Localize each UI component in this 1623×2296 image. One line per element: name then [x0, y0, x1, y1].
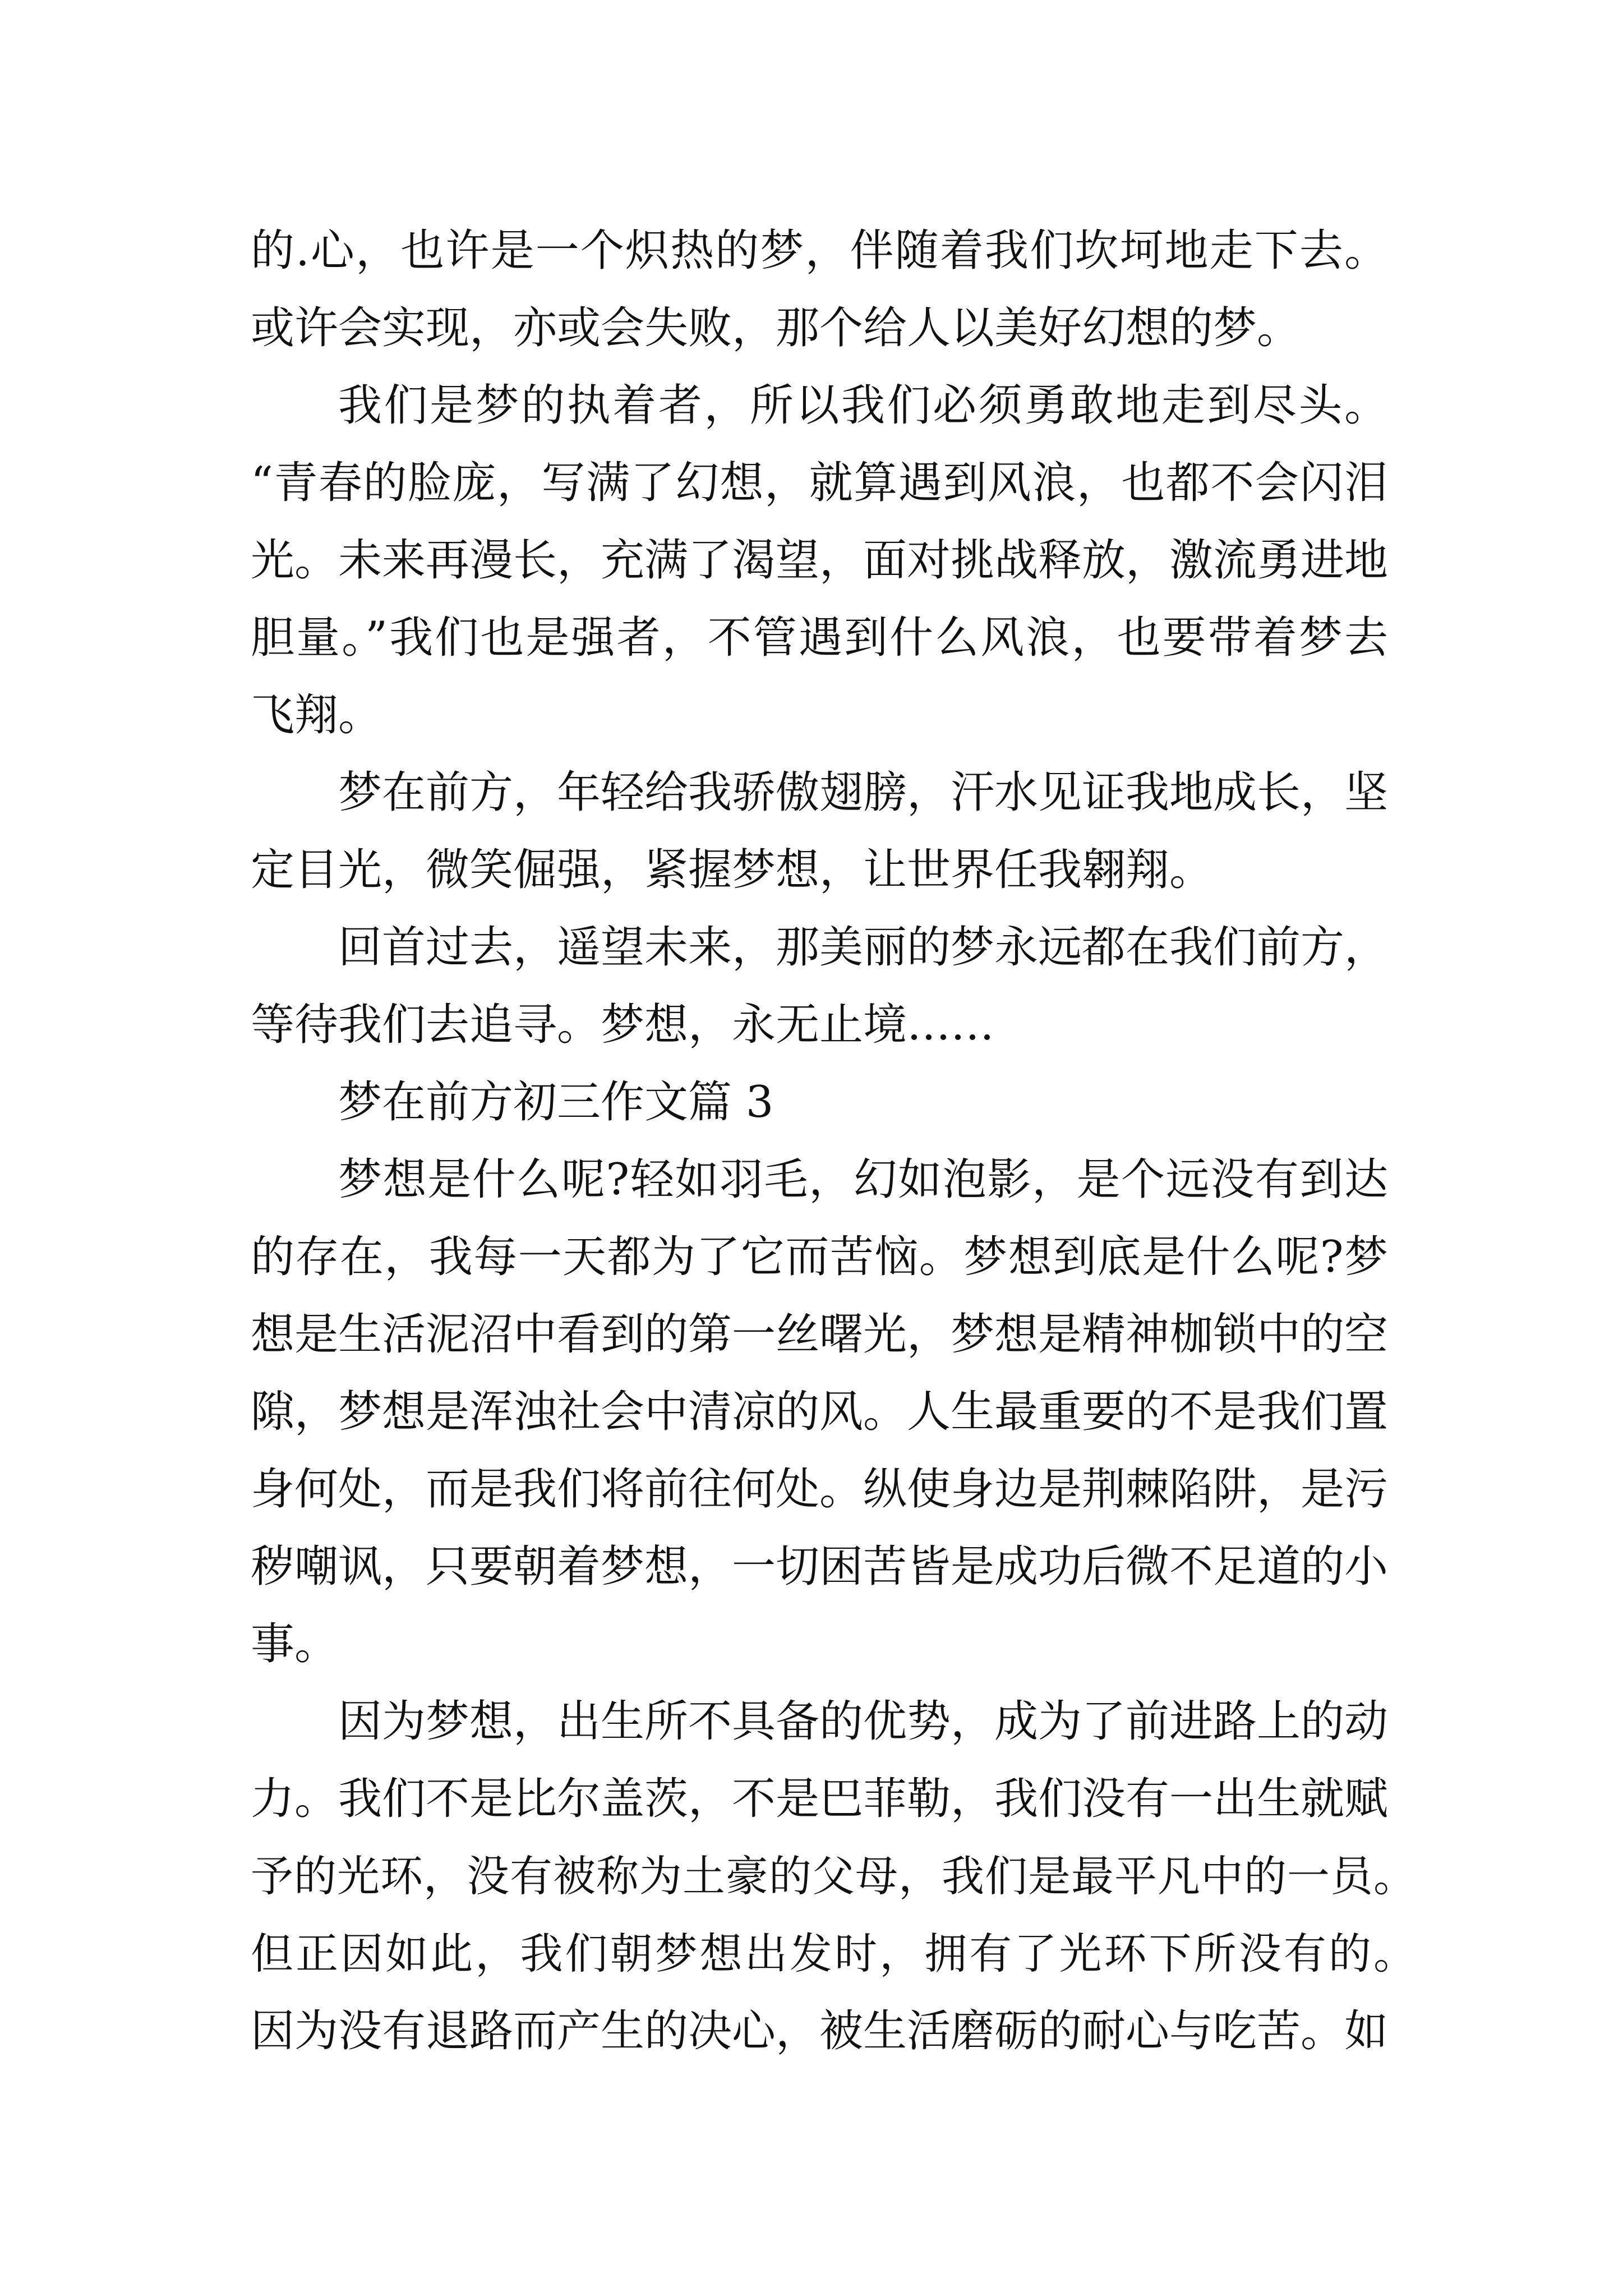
paragraph-line: “青春的脸庞，写满了幻想，就算遇到风浪，也都不会闪泪 [251, 458, 1388, 508]
paragraph-line: 因为没有退路而产生的决心，被生活磨砺的耐心与吃苦。如 [251, 2006, 1389, 2056]
paragraph [251, 754, 1388, 909]
paragraph-line: 予的光环，没有被称为土豪的父母，我们是最平凡中的一员。 [251, 1851, 1416, 1901]
paragraph [251, 1683, 1416, 2070]
paragraph-line: 想是生活泥沼中看到的第一丝曙光，梦想是精神枷锁中的空 [251, 1309, 1389, 1360]
paragraph-line: 的存在，我每一天都为了它而苦恼。梦想到底是什么呢?梦 [251, 1232, 1388, 1282]
paragraph [251, 212, 1388, 367]
paragraph-line: 身何处，而是我们将前往何处。纵使身边是荆棘陷阱，是污 [251, 1464, 1389, 1515]
paragraph [251, 1141, 1388, 1683]
paragraph-line: 等待我们去追寻。梦想，永无止境…… [251, 1000, 995, 1050]
paragraph-line: 飞翔。 [251, 690, 382, 740]
paragraph-line: 梦想是什么呢?轻如羽毛，幻如泡影，是个远没有到达 [338, 1154, 1388, 1205]
section-heading: 梦在前方初三作文篇 3 [338, 1077, 774, 1128]
paragraph [251, 909, 1388, 1064]
paragraph-line: 光。未来再漫长，充满了渴望，面对挑战释放，激流勇进地 [251, 535, 1389, 586]
paragraph-line: 定目光，微笑倔强，紧握梦想，让世界任我翱翔。 [251, 845, 1214, 895]
paragraph-line: 胆量。”我们也是强者，不管遇到什么风浪，也要带着梦去 [251, 613, 1388, 663]
paragraph-line: 的.心，也许是一个炽热的梦，伴随着我们坎坷地走下去。 [251, 226, 1388, 276]
paragraph-line: 事。 [251, 1619, 339, 1669]
document-body [251, 212, 1416, 2070]
paragraph [251, 367, 1388, 754]
paragraph-line: 但正因如此，我们朝梦想出发时，拥有了光环下所没有的。 [251, 1929, 1416, 1978]
paragraph-line: 秽嘲讽，只要朝着梦想，一切困苦皆是成功后微不足道的小 [251, 1542, 1389, 1592]
paragraph-line: 回首过去，遥望未来，那美丽的梦永远都在我们前方， [338, 922, 1389, 973]
paragraph-line: 隙，梦想是浑浊社会中清凉的风。人生最重要的不是我们置 [251, 1387, 1389, 1437]
paragraph-line: 或许会实现，亦或会失败，那个给人以美好幻想的梦。 [251, 303, 1301, 353]
paragraph-line: 因为梦想，出生所不具备的优势，成为了前进路上的动 [338, 1696, 1389, 1747]
paragraph-line: 我们是梦的执着者，所以我们必须勇敢地走到尽头。 [338, 380, 1388, 431]
paragraph-line: 力。我们不是比尔盖茨，不是巴菲勒，我们没有一出生就赋 [251, 1774, 1389, 1824]
paragraph-line: 梦在前方，年轻给我骄傲翅膀，汗水见证我地成长，坚 [338, 767, 1389, 818]
